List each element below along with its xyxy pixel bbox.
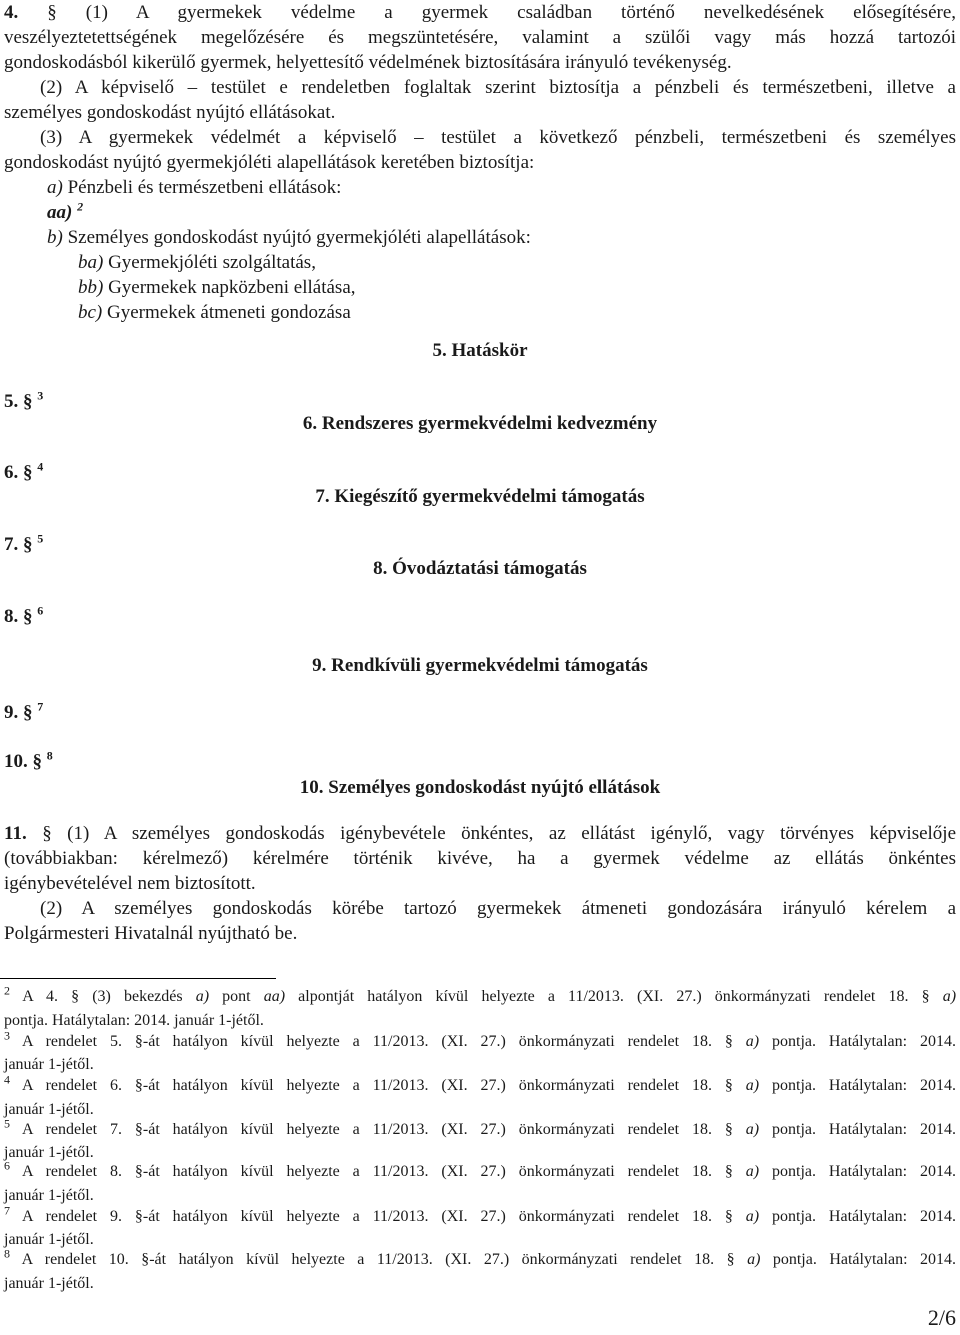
footnote-8-line-1: $^8$ A rendelet 10. §-át hatályon kívül helyezte a 11/2013. (XI. 27.) önkormányzati rendelet 18. § a) pontja. Hatálytalan: 2014.	[4, 1246, 956, 1268]
footnote-5-line-1: $^5$ A rendelet 7. §-át hatályon kívül helyezte a 11/2013. (XI. 27.) önkormányzati rendelet 18. § a) pontja. Hatálytalan: 2014.	[4, 1116, 956, 1138]
section-4-para-1-line-2: veszélyeztetettségének megelőzésére és megszüntetésére, valamint a szülői vagy más hozzá tartozói	[4, 27, 956, 48]
footnote-6-line-2: január 1-jétől.	[4, 1187, 94, 1204]
footnote-4-line-1: $^4$ A rendelet 6. §-át hatályon kívül helyezte a 11/2013. (XI. 27.) önkormányzati rendelet 18. § a) pontja. Hatálytalan: 2014.	[4, 1072, 956, 1094]
footnote-6-line-1: $^6$ A rendelet 8. §-át hatályon kívül helyezte a 11/2013. (XI. 27.) önkormányzati rendelet 18. § a) pontja. Hatálytalan: 2014.	[4, 1158, 956, 1180]
footnote-ref-7[interactable]: 7	[37, 699, 44, 714]
footnote-3-line-1: $^3$ A rendelet 5. §-át hatályon kívül helyezte a 11/2013. (XI. 27.) önkormányzati rendelet 18. § a) pontja. Hatálytalan: 2014.	[4, 1028, 956, 1050]
section-5-marker: 5. § $^3$	[4, 388, 44, 412]
footnote-ref-8[interactable]: 8	[46, 748, 53, 763]
section-8-marker: 8. § $^6$	[4, 603, 44, 627]
list-item-ba: ba) Gyermekjóléti szolgáltatás,	[78, 252, 316, 273]
footnote-4-line-2: január 1-jétől.	[4, 1101, 94, 1118]
footnote-2-line-1: $^2$ A 4. § (3) bekezdés a) pont aa) alpontját hatályon kívül helyezte a 11/2013. (XI. 27.) önkormányzati rendelet 18. § a)	[4, 983, 957, 1005]
list-item-b: b) Személyes gondoskodást nyújtó gyermekjóléti alapellátások:	[47, 227, 531, 248]
footnote-2-line-2: pontja. Hatálytalan: 2014. január 1-jétől.	[4, 1012, 264, 1029]
footnote-7-line-2: január 1-jétől.	[4, 1231, 94, 1248]
footnote-ref-2[interactable]: 2	[77, 199, 84, 214]
section-7-marker: 7. § $^5$	[4, 531, 44, 555]
section-11-para-2-line-1: (2) A személyes gondoskodás körébe tartozó gyermekek átmeneti gondozására irányuló kérelem a	[40, 898, 956, 919]
section-4-symbol: §	[47, 2, 57, 23]
heading-7: 7. Kiegészítő gyermekvédelmi támogatás	[315, 486, 645, 507]
section-4-para-2-line-1: (2) A képviselő – testület e rendeletben foglaltak szerint biztosítja a pénzbeli és természetbeni, illetve a	[40, 77, 956, 98]
section-4-para-2-line-2: személyes gondoskodást nyújtó ellátásokat.	[4, 102, 336, 123]
footnote-5-line-2: január 1-jétől.	[4, 1144, 94, 1161]
heading-6: 6. Rendszeres gyermekvédelmi kedvezmény	[302, 413, 658, 434]
footnote-ref-6[interactable]: 6	[37, 603, 44, 618]
heading-5: 5. Hatáskör	[432, 340, 528, 361]
section-11-para-2-line-2: Polgármesteri Hivatalnál nyújtható be.	[4, 923, 298, 944]
section-11-para-1-line-1: 11. § (1) A személyes gondoskodás igénybevétele önkéntes, az ellátást igénylő, vagy törvényes képviselője	[4, 823, 957, 844]
heading-8: 8. Óvodáztatási támogatás	[373, 558, 587, 579]
heading-9: 9. Rendkívüli gyermekvédelmi támogatás	[312, 655, 648, 676]
footnote-ref-5[interactable]: 5	[37, 531, 44, 546]
footnote-separator	[0, 978, 276, 979]
section-4-number: 4.	[4, 2, 19, 23]
section-4-para-3-line-2: gondoskodást nyújtó gyermekjóléti alapellátások keretében biztosítja:	[4, 152, 535, 173]
section-9-marker: 9. § $^7$	[4, 699, 44, 723]
footnote-3-line-2: január 1-jétől.	[4, 1056, 94, 1073]
heading-10: 10. Személyes gondoskodást nyújtó ellátások	[299, 777, 661, 798]
section-11-para-1-line-2: (továbbiakban: kérelmező) kérelmére történik kivéve, ha a gyermek védelme az ellátás önkéntes	[4, 848, 956, 869]
list-item-bb: bb) Gyermekek napközbeni ellátása,	[78, 277, 356, 298]
footnote-8-line-2: január 1-jétől.	[4, 1275, 94, 1292]
footnote-7-line-1: $^7$ A rendelet 9. §-át hatályon kívül helyezte a 11/2013. (XI. 27.) önkormányzati rendelet 18. § a) pontja. Hatálytalan: 2014.	[4, 1203, 956, 1225]
section-4-para-1-line-1: 4. § (1) A gyermekek védelme a gyermek családban történő nevelkedésének elősegítésére,	[4, 2, 957, 23]
section-6-marker: 6. § $^4$	[4, 459, 44, 483]
list-item-a: a) Pénzbeli és természetbeni ellátások:	[47, 177, 342, 198]
page-number: 2/6	[927, 1305, 956, 1330]
section-11-number: 11.	[4, 823, 27, 844]
list-item-bc: bc) Gyermekek átmeneti gondozása	[78, 302, 351, 323]
section-4-para-1-line-3: gondoskodásból kikerülő gyermek, helyettesítő védelmének biztosítására irányuló tevékenység.	[4, 52, 732, 73]
footnote-ref-4[interactable]: 4	[37, 459, 44, 474]
section-11-para-1-line-3: igénybevételével nem biztosított.	[4, 873, 256, 894]
section-4-para-3-line-1: (3) A gyermekek védelmét a képviselő – testület a következő pénzbeli, természetbeni és személyes	[40, 127, 956, 148]
list-item-aa: aa) $^2$	[47, 199, 84, 223]
section-10-marker: 10. § $^8$	[4, 748, 53, 772]
footnote-ref-3[interactable]: 3	[37, 388, 44, 403]
